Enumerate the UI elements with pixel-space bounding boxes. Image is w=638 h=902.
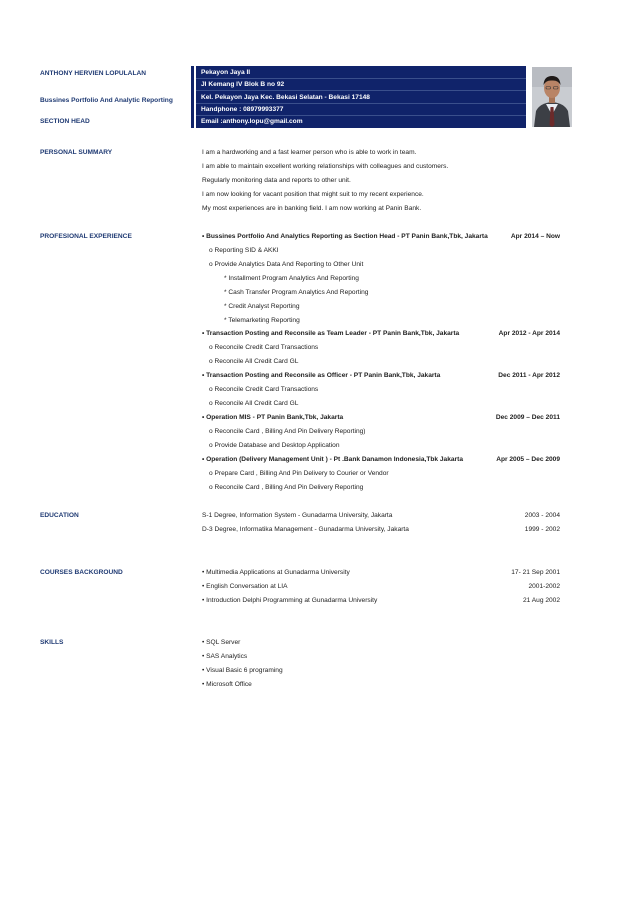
summary-line: I am able to maintain excellent working relationships with colleagues and customers. bbox=[202, 163, 449, 170]
job-date: Apr 2014 – Now bbox=[510, 233, 560, 240]
job-title: • Bussines Portfolio And Analytics Reporting as Section Head - PT Panin Bank,Tbk, Jakarta bbox=[202, 233, 488, 240]
job-subitem: * Installment Program Analytics And Reporting bbox=[224, 275, 359, 282]
job-item: o Reconcile Card , Billing And Pin Delivery Reporting bbox=[209, 484, 364, 491]
job-subitem: * Credit Analyst Reporting bbox=[224, 303, 300, 310]
course-row: • Multimedia Applications at Gunadarma University bbox=[202, 569, 350, 576]
job-item: o Reconcile All Credit Card GL bbox=[209, 358, 299, 365]
job-title: • Transaction Posting and Reconsile as Team Leader - PT Panin Bank,Tbk, Jakarta bbox=[202, 330, 460, 337]
education-row: D-3 Degree, Informatika Management - Gunadarma University, Jakarta bbox=[202, 526, 409, 533]
job-date: Dec 2009 – Dec 2011 bbox=[495, 414, 560, 421]
course-date: 2001-2002 bbox=[528, 583, 560, 590]
job-title: • Operation MIS - PT Panin Bank,Tbk, Jakarta bbox=[202, 414, 344, 421]
address-line-1: Pekayon Jaya II bbox=[201, 69, 251, 76]
email-line: Email :anthony.lopu@gmail.com bbox=[201, 118, 303, 125]
job-date: Apr 2005 – Dec 2009 bbox=[496, 456, 560, 463]
summary-line: I am now looking for vacant position that might suit to my recent experience. bbox=[202, 191, 424, 198]
address-line-2: Jl Kemang IV Blok B no 92 bbox=[201, 81, 285, 88]
job-item: o Reconcile Card , Billing And Pin Delivery Reporting) bbox=[209, 428, 366, 435]
candidate-name: ANTHONY HERVIEN LOPULALAN bbox=[40, 70, 146, 77]
job-item: o Provide Database and Desktop Application bbox=[209, 442, 340, 449]
address-line-3: Kel. Pekayon Jaya Kec. Bekasi Selatan - Bekasi 17148 bbox=[201, 94, 370, 101]
job-item: o Reconcile All Credit Card GL bbox=[209, 400, 299, 407]
header-divider bbox=[196, 90, 526, 91]
section-heading-education: EDUCATION bbox=[40, 512, 79, 519]
skill-item: • SQL Server bbox=[202, 639, 241, 646]
job-date: Apr 2012 - Apr 2014 bbox=[498, 330, 560, 337]
education-date: 2003 - 2004 bbox=[524, 512, 560, 519]
education-date: 1999 - 2002 bbox=[524, 526, 560, 533]
job-item: o Reconcile Credit Card Transactions bbox=[209, 344, 319, 351]
job-item: o Reporting SID & AKKI bbox=[209, 247, 279, 254]
course-row: • English Conversation at LIA bbox=[202, 583, 288, 590]
job-title: • Transaction Posting and Reconsile as Officer - PT Panin Bank,Tbk, Jakarta bbox=[202, 372, 441, 379]
summary-line: I am a hardworking and a fast learner person who is able to work in team. bbox=[202, 149, 417, 156]
skill-item: • Microsoft Office bbox=[202, 681, 252, 688]
course-date: 17- 21 Sep 2001 bbox=[511, 569, 560, 576]
job-subitem: * Cash Transfer Program Analytics And Reporting bbox=[224, 289, 369, 296]
header-divider bbox=[196, 103, 526, 104]
person-portrait-icon bbox=[532, 67, 572, 127]
course-row: • Introduction Delphi Programming at Gunadarma University bbox=[202, 597, 378, 604]
summary-line: Regularly monitoring data and reports to other unit. bbox=[202, 177, 351, 184]
header-accent-bar bbox=[191, 66, 194, 128]
education-row: S-1 Degree, Information System - Gunadarma University, Jakarta bbox=[202, 512, 393, 519]
header-divider bbox=[196, 78, 526, 79]
job-item: o Prepare Card , Billing And Pin Delivery to Courier or Vendor bbox=[209, 470, 389, 477]
section-heading-courses: COURSES BACKGROUND bbox=[40, 569, 123, 576]
skill-item: • SAS Analytics bbox=[202, 653, 248, 660]
summary-line: My most experiences are in banking field. I am now working at Panin Bank. bbox=[202, 205, 422, 212]
section-heading-skills: SKILLS bbox=[40, 639, 64, 646]
candidate-title: SECTION HEAD bbox=[40, 118, 90, 125]
job-title: • Operation (Delivery Management Unit ) - Pt .Bank Danamon Indonesia,Tbk Jakarta bbox=[202, 456, 463, 463]
job-item: o Provide Analytics Data And Reporting to Other Unit bbox=[209, 261, 364, 268]
section-heading-summary: PERSONAL SUMMARY bbox=[40, 149, 113, 156]
skill-item: • Visual Basic 6 programing bbox=[202, 667, 283, 674]
candidate-role: Bussines Portfolio And Analytic Reporting bbox=[40, 97, 173, 104]
job-subitem: * Telemarketing Reporting bbox=[224, 317, 300, 324]
phone-line: Handphone : 08979993377 bbox=[201, 106, 284, 113]
job-item: o Reconcile Credit Card Transactions bbox=[209, 386, 319, 393]
course-date: 21 Aug 2002 bbox=[522, 597, 560, 604]
header-divider bbox=[196, 115, 526, 116]
job-date: Dec 2011 - Apr 2012 bbox=[498, 372, 560, 379]
profile-photo bbox=[532, 67, 572, 127]
section-heading-experience: PROFESIONAL EXPERIENCE bbox=[40, 233, 132, 240]
